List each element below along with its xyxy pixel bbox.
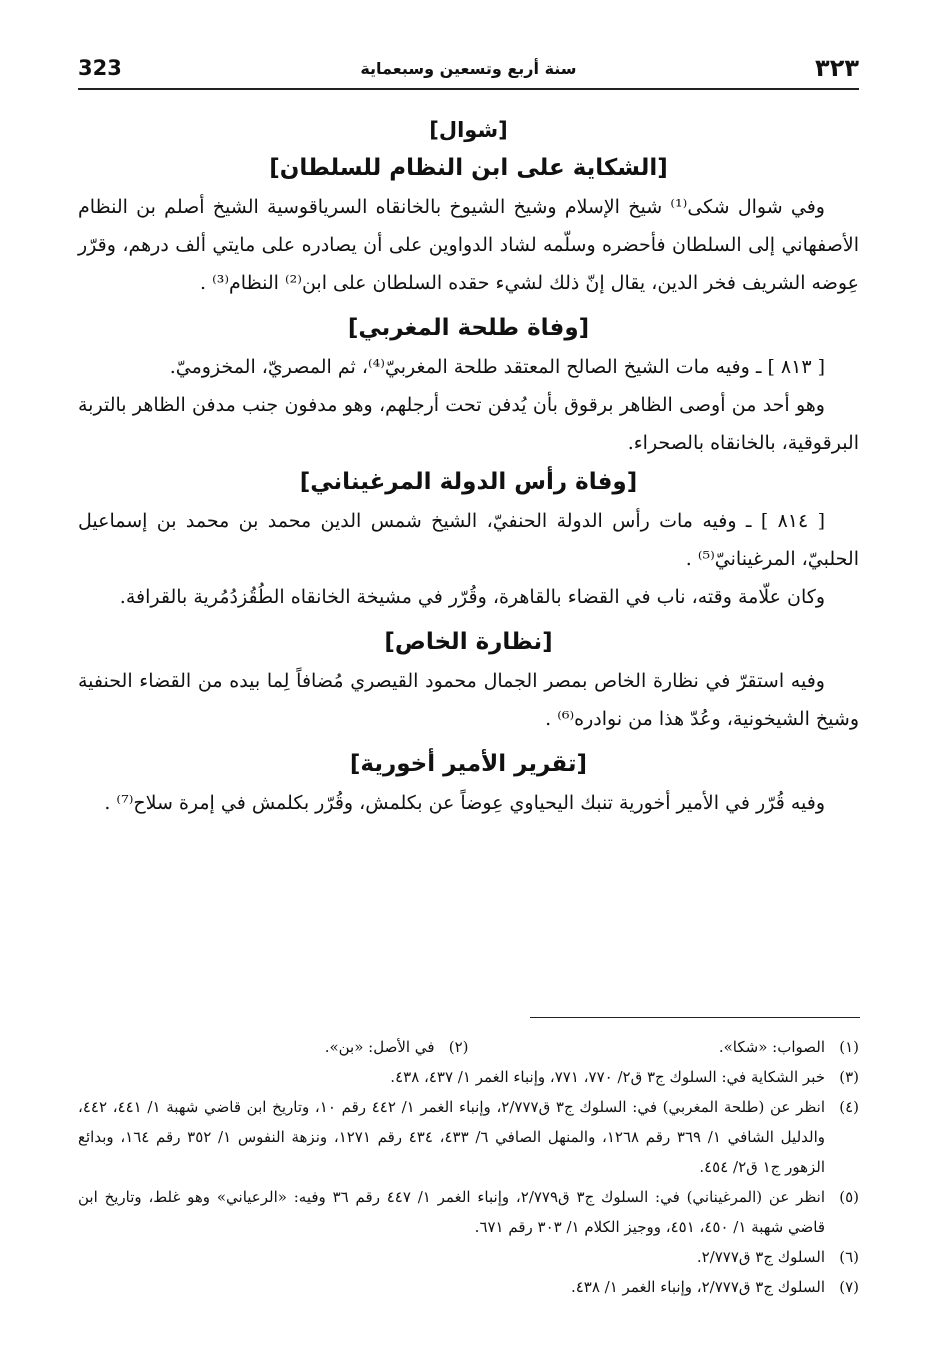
page-header	[78, 48, 859, 90]
footnote-text: خبر الشكاية في: السلوك ج٣ ق٢/ ٧٧٠، ٧٧١، وإنباء الغمر ١/ ٤٣٧، ٤٣٨.	[390, 1068, 825, 1086]
section-heading: [وفاة طلحة المغربي]	[347, 315, 590, 341]
footnote-text: الصواب: «شكا».	[718, 1038, 825, 1056]
footnote-text: انظر عن (طلحة المغربي) في: السلوك ج٣ ق٢/٧٧٧، وإنباء الغمر ١/ ٤٤٢ رقم ١٠، وتاريخ ابن قاضي شهبة ١/ ٤٤١، ٤٤٢، والدليل الشافي ١/ ٣٦٩ رقم ١٢٦٨، والمنهل الصافي ٦/ ٤٣٣، ٤٣٤ رقم ١٢٧١، ونزهة النفوس ١/ ٣٥٢ رقم ١٦٤، وبدائع الزهور ج١ ق٢/ ٤٥٤.	[78, 1098, 826, 1176]
footnote-row	[78, 1182, 859, 1242]
page-number-latin: 323	[78, 56, 122, 80]
paragraph: وفي شوال شكى⁽¹⁾ شيخ الإسلام وشيخ الشيوخ بالخانقاه السرياقوسية الشيخ أصلم بن النظام الأصفهاني إلى السلطان فأحضره وسلّمه لشاد الدواوين على أن يصادره على مايتي ألف درهم، وقرّر عِوضه الشريف فخر الدين، يقال إنّ ذلك لشيء حقده السلطان على ابن⁽²⁾ النظام⁽³⁾ .	[78, 196, 859, 294]
footnote-row	[78, 1032, 859, 1062]
footnote-text: انظر عن (المرغيناني) في: السلوك ج٣ ق٢/٧٧٩، وإنباء الغمر ١/ ٤٤٧ رقم ٣٦ وفيه: «الرعياني» وهو غلط، وتاريخ ابن قاضي شهبة ١/ ٤٥٠، ٤٥١، ووجيز الكلام ١/ ٣٠٣ رقم ٦٧١.	[78, 1188, 826, 1236]
paragraph: [ ٨١٣ ] ـ وفيه مات الشيخ الصالح المعتقد طلحة المغربيّ⁽⁴⁾، ثم المصريّ، المخزوميّ.	[169, 356, 825, 378]
footnote-number: (١)	[839, 1038, 859, 1056]
footnote-number: (٥)	[839, 1188, 859, 1206]
section-heading: [وفاة رأس الدولة المرغيناني]	[299, 469, 638, 495]
footnotes	[78, 1032, 859, 1302]
paragraph: [ ٨١٤ ] ـ وفيه مات رأس الدولة الحنفيّ، الشيخ شمس الدين محمد بن محمد بن إسماعيل الحلبيّ، المرغينانيّ⁽⁵⁾ .	[78, 510, 859, 570]
footnote-number: (٤)	[839, 1098, 859, 1116]
paragraph: وكان علّامة وقته، ناب في القضاء بالقاهرة، وقُرّر في مشيخة الخانقاه الطُقُزدُمُرية بالقرافة.	[119, 586, 825, 608]
paragraph: وهو أحد من أوصى الظاهر برقوق بأن يُدفن تحت أرجلهم، وهو مدفون جنب مدفن الظاهر بالتربة البرقوقية، بالخانقاه بالصحراء.	[78, 394, 859, 454]
footnote-row	[78, 1272, 859, 1302]
section-heading: [نظارة الخاص]	[384, 629, 553, 655]
footnote-row	[78, 1062, 859, 1092]
footnote-text: في الأصل: «بن».	[324, 1038, 435, 1056]
footnote-number: (٧)	[839, 1278, 859, 1296]
paragraph: وفيه قُرّر في الأمير أخورية تنبك اليحياوي عِوضاً عن بكلمش، وقُرّر بكلمش في إمرة سلاح⁽⁷⁾ .	[104, 792, 825, 814]
section-heading: [الشكاية على ابن النظام للسلطان]	[269, 155, 668, 181]
footnote-row	[78, 1242, 859, 1272]
footnote-number: (٢)	[448, 1038, 469, 1056]
footnote-row	[78, 1092, 859, 1182]
footnote-number: (٦)	[839, 1248, 859, 1266]
page-number-arabic: ٣٢٣	[815, 54, 859, 82]
footnote-text: السلوك ج٣ ق٢/٧٧٧، وإنباء الغمر ١/ ٤٣٨.	[570, 1278, 825, 1296]
main-text	[78, 110, 859, 822]
footnote-divider	[530, 1017, 860, 1018]
footnote-text: السلوك ج٣ ق٢/٧٧٧.	[696, 1248, 825, 1266]
paragraph: وفيه استقرّ في نظارة الخاص بمصر الجمال محمود القيصري مُضافاً لِما بيده من القضاء الحنفية وشيخ الشيخونية، وعُدّ هذا من نوادره⁽⁶⁾ .	[78, 670, 859, 730]
section-heading: [تقرير الأمير أخورية]	[349, 751, 588, 777]
running-title: سنة أربع وتسعين وسبعماية	[360, 58, 577, 78]
section-heading: [شوال]	[429, 118, 508, 142]
footnote-number: (٣)	[839, 1068, 859, 1086]
